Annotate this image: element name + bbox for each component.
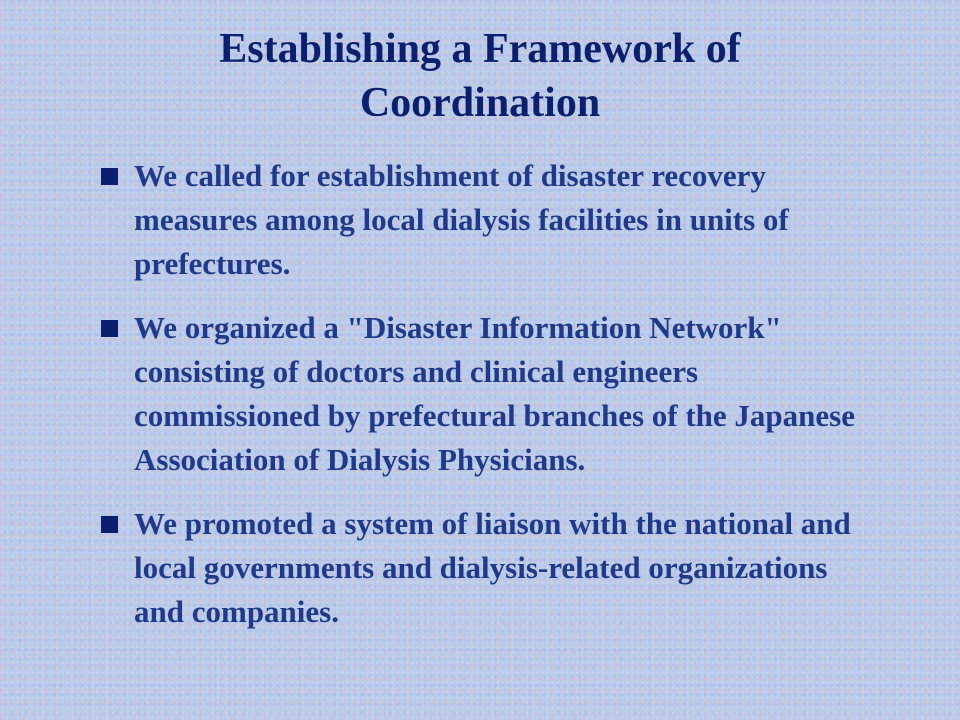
bullet-text: We promoted a system of liaison with the national and local governments and dialysis-related organizations and companies. bbox=[134, 506, 851, 629]
bullet-item bbox=[98, 154, 868, 286]
bullet-list bbox=[98, 154, 868, 654]
bullet-item bbox=[98, 502, 868, 634]
slide-title bbox=[40, 22, 920, 130]
slide-title-line-1: Establishing a Framework of bbox=[219, 26, 741, 72]
square-bullet-icon bbox=[101, 168, 118, 185]
bullet-item bbox=[98, 306, 868, 482]
slide-title-line-2: Coordination bbox=[359, 80, 601, 126]
square-bullet-icon bbox=[101, 516, 118, 533]
square-bullet-icon bbox=[101, 320, 118, 337]
bullet-text: We called for establishment of disaster recovery measures among local dialysis facilities in units of prefectures. bbox=[134, 158, 789, 281]
bullet-text: We organized a "Disaster Information Network" consisting of doctors and clinical engineers commissioned by prefectural branches of the Japanese Association of Dialysis Physicians. bbox=[134, 310, 855, 477]
